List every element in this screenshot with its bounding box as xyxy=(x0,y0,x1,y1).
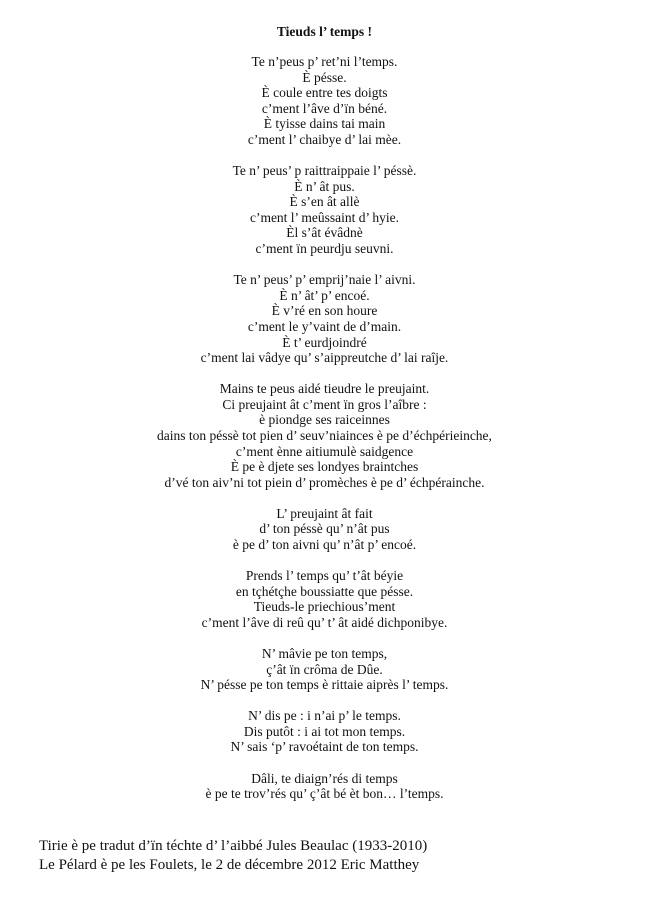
poem-line: Ci preujaint ât c’ment ïn gros l’aîbre : xyxy=(222,396,427,412)
poem-line: È coule entre tes doigts xyxy=(261,85,388,101)
poem-line: c’ment l’ meûssaint d’ hyie. xyxy=(249,209,400,225)
poem-line: È n’ ât pus. xyxy=(294,178,355,194)
poem-line: c’ment le y’vaint de d’main. xyxy=(247,318,402,334)
poem-line: Te n’ peus’ p’ emprij’naie l’ aivni. xyxy=(233,272,416,288)
stanza xyxy=(0,646,649,693)
poem-title: Tieuds l’ temps ! xyxy=(276,24,373,39)
poem-line: È pe è djete ses londyes braintches xyxy=(230,459,419,475)
poem-line: È s’en ât allè xyxy=(289,194,360,210)
poem-line: Dâli, te diaign’rés di temps xyxy=(251,770,398,786)
poem-line: Prends l’ temps qu’ t’ât béyie xyxy=(245,568,404,584)
poem-line: c’ment l’âve di reû qu’ t’ ât aidé dichponibye. xyxy=(201,614,448,630)
poem-line: Te n’peus p’ ret’ni l’temps. xyxy=(251,54,398,69)
poem-line: N’ dis pe : i n’ai p’ le temps. xyxy=(248,708,401,724)
poem-line: È tyisse dains tai main xyxy=(263,116,386,132)
poem-line: Mains te peus aidé tieudre le preujaint. xyxy=(219,381,430,397)
stanza xyxy=(0,54,649,148)
poem-line: dains ton péssè tot pien d’ seuv’niainces è pe d’échpérieinche, xyxy=(157,427,492,443)
poem-line: Èl s’ât évâdnè xyxy=(286,225,363,241)
poem-line: c’ment l’ chaibye d’ lai mèe. xyxy=(247,131,402,147)
poem-line: d’vé ton aiv’ni tot piein d’ promèches è pe d’ échpérainche. xyxy=(164,474,485,490)
poem-line: N’ mâvie pe ton temps, xyxy=(261,646,388,661)
poem-line: c’ment l’âve d’ïn béné. xyxy=(261,100,388,116)
stanza xyxy=(0,708,649,755)
poem-line: c’ment ïn peurdju seuvni. xyxy=(255,241,394,257)
poem-line: en tçhétçhe boussiatte que pésse. xyxy=(235,583,414,599)
poem-line: Dis putôt : i ai tot mon temps. xyxy=(243,723,406,739)
stanza xyxy=(0,272,649,366)
stanza xyxy=(0,163,649,257)
poem-line: N’ pésse pe ton temps è rittaie aiprès l’ temps. xyxy=(200,677,449,693)
poem-line: c’ment lai vâdye qu’ s’aippreutche d’ lai raîje. xyxy=(200,350,449,366)
stanza xyxy=(0,506,649,553)
poem-line: è pe te trov’rés qu’ ç’ât bé èt bon… l’temps. xyxy=(205,786,444,802)
poem-line: È v’ré en son houre xyxy=(271,303,378,319)
poem-line: Tieuds-le priechious’ment xyxy=(253,599,396,615)
poem-line: è pe d’ ton aivni qu’ n’ât p’ encoé. xyxy=(232,537,417,553)
credits-block xyxy=(39,837,427,874)
stanza xyxy=(0,771,649,802)
poem-line: N’ sais ‘p’ ravoétaint de ton temps. xyxy=(230,739,419,755)
stanza xyxy=(0,568,649,630)
poem-line: Te n’ peus’ p raittraippaie l’ péssè. xyxy=(232,163,417,179)
stanza xyxy=(0,381,649,490)
poem-line: d’ ton péssè qu’ n’ât pus xyxy=(259,521,390,537)
poem-line: È t’ eurdjoindré xyxy=(282,334,367,350)
poem-line: è piondge ses raiceinnes xyxy=(259,412,390,428)
poem-line: È n’ ât’ p’ encoé. xyxy=(279,287,370,303)
credit-line: Tirie è pe tradut d’ïn téchte d’ l’aibbé Jules Beaulac (1933-2010) xyxy=(39,838,428,854)
poem-line: È pésse. xyxy=(302,69,347,85)
poem-line: L’ preujaint ât fait xyxy=(276,505,373,521)
poem-line: ç’ât ïn crôma de Dûe. xyxy=(266,661,383,677)
poem-body xyxy=(0,54,649,817)
credit-line: Le Pélard è pe les Foulets, le 2 de décembre 2012 Eric Matthey xyxy=(39,856,420,873)
poem-line: c’ment ènne aitiumulè saidgence xyxy=(235,443,414,459)
